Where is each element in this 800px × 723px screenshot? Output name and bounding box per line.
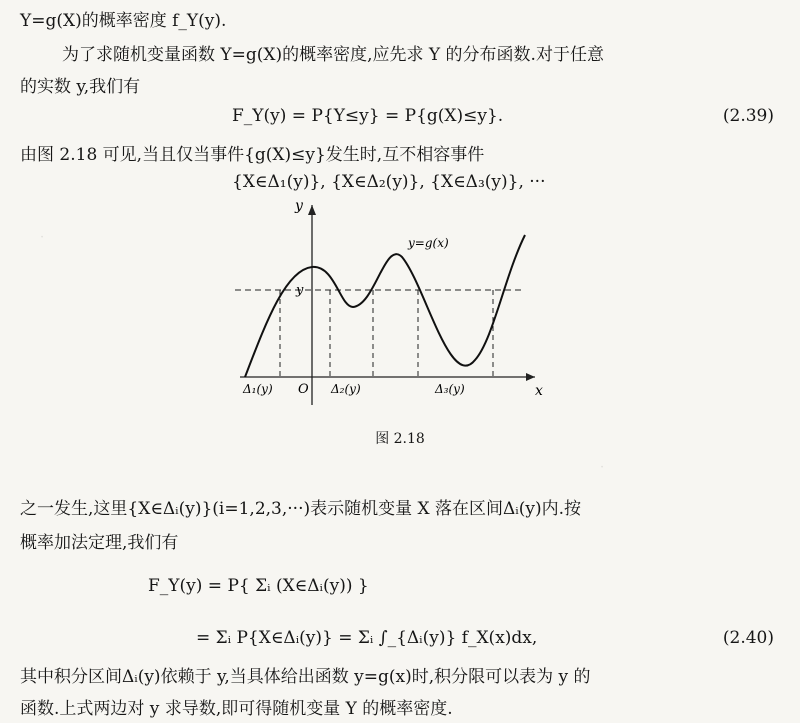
text-line-4: 由图 2.18 可见,当且仅当事件{g(X)≤y}发生时,互不相容事件 bbox=[20, 145, 485, 165]
x-axis-label: x bbox=[535, 383, 543, 399]
curve-g bbox=[245, 235, 525, 377]
interval-label-2: Δ₂(y) bbox=[331, 382, 361, 396]
origin-label: O bbox=[298, 382, 309, 397]
text-line-8: 函数.上式两边对 y 求导数,即可得随机变量 Y 的概率密度. bbox=[20, 699, 453, 719]
x-axis-arrow-icon bbox=[526, 373, 535, 381]
text-line-1: Y=g(X)的概率密度 f_Y(y). bbox=[20, 11, 227, 31]
y-axis-arrow-icon bbox=[308, 205, 316, 215]
interval-label-3: Δ₃(y) bbox=[435, 382, 465, 396]
equation-number-2-39: (2.39) bbox=[722, 106, 774, 126]
y-axis-label: y bbox=[295, 198, 303, 214]
text-line-3: 的实数 y,我们有 bbox=[20, 77, 141, 97]
text-line-6: 概率加法定理,我们有 bbox=[20, 533, 179, 553]
text-line-7: 其中积分区间Δᵢ(y)依赖于 y,当具体给出函数 y=g(x)时,积分限可以表为 y 的 bbox=[20, 667, 591, 687]
equation-2-39: F_Y(y) = P{Y≤y} = P{g(X)≤y}. bbox=[232, 106, 504, 126]
figure-2-18 bbox=[235, 195, 565, 405]
equation-2-40-line-1: F_Y(y) = P{ Σᵢ (X∈Δᵢ(y)) } bbox=[148, 576, 369, 596]
interval-label-1: Δ₁(y) bbox=[243, 382, 273, 396]
level-y-label: y bbox=[296, 283, 304, 298]
text-line-5: 之一发生,这里{X∈Δᵢ(y)}(i=1,2,3,···)表示随机变量 X 落在区间Δᵢ(y)内.按 bbox=[20, 499, 581, 519]
equation-number-2-40: (2.40) bbox=[722, 628, 774, 648]
curve-label: y=g(x) bbox=[408, 236, 449, 250]
event-list: {X∈Δ₁(y)}, {X∈Δ₂(y)}, {X∈Δ₃(y)}, ··· bbox=[232, 172, 546, 192]
equation-2-40-line-2: = Σᵢ P{X∈Δᵢ(y)} = Σᵢ ∫_{Δᵢ(y)} f_X(x)dx, bbox=[196, 628, 538, 648]
text-line-2: 为了求随机变量函数 Y=g(X)的概率密度,应先求 Y 的分布函数.对于任意 bbox=[62, 45, 604, 65]
figure-caption: 图 2.18 bbox=[375, 431, 425, 447]
